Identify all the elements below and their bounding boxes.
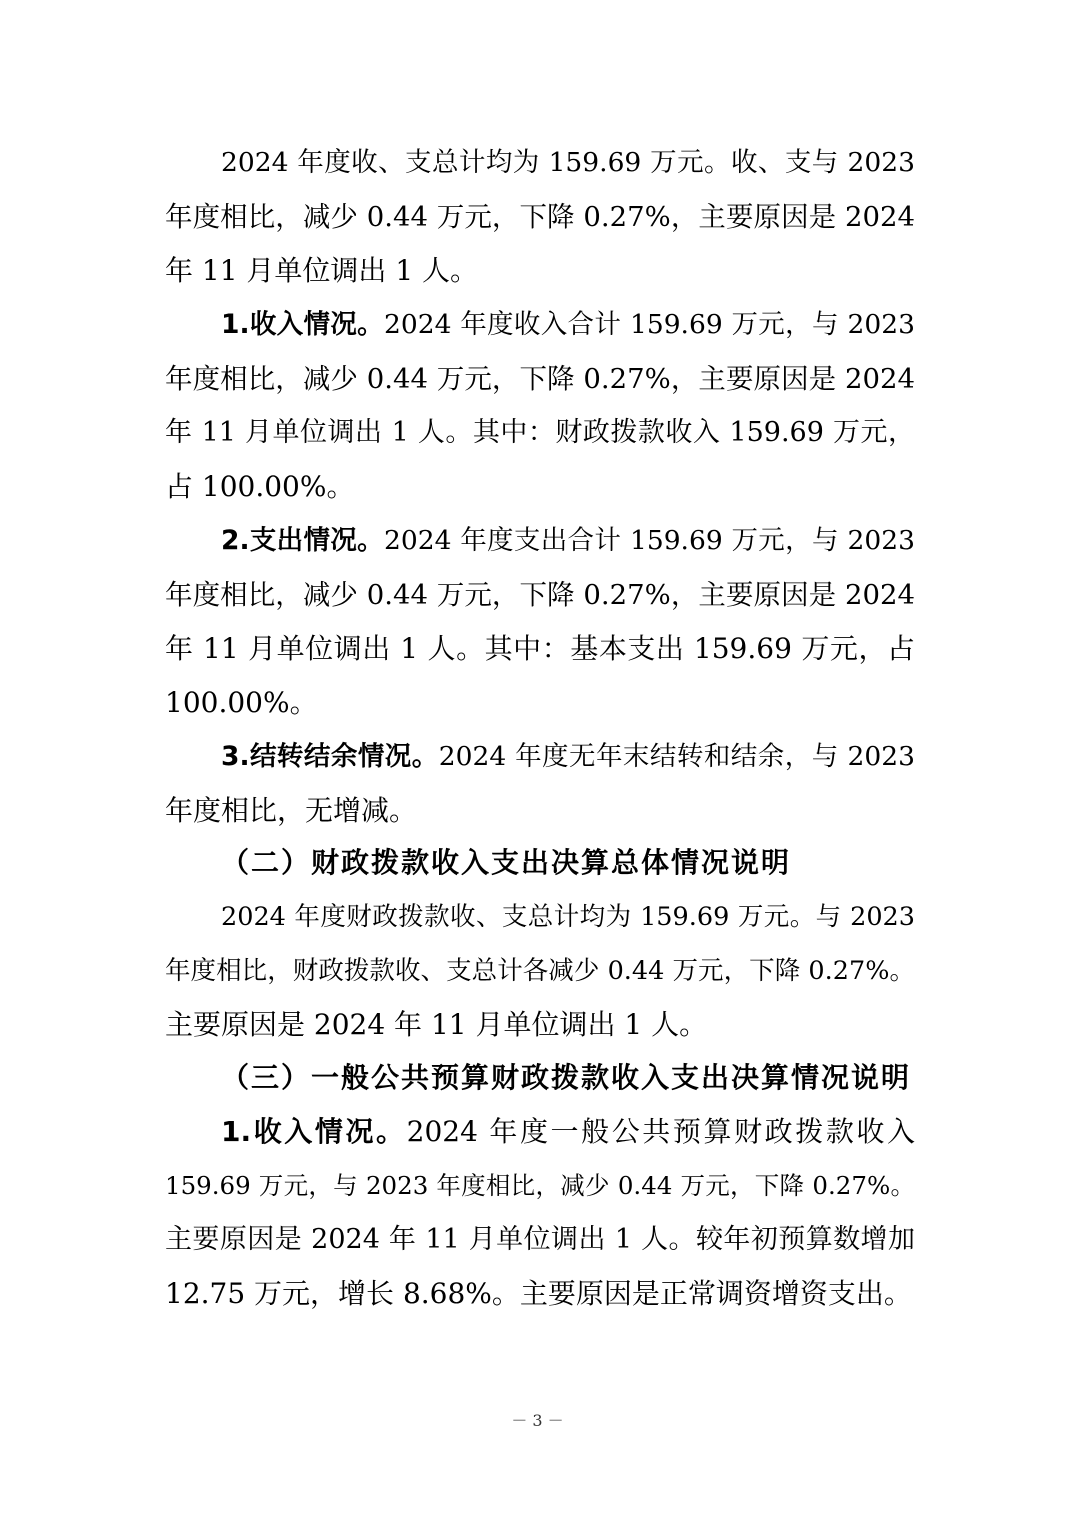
section-label: 3.结转结余情况。	[221, 741, 439, 772]
paragraph-line: 主要原因是 2024 年 11 月单位调出 1 人。较年初预算数增加	[165, 1224, 915, 1255]
paragraph-text: 2024 年度支出合计 159.69 万元，与 2023	[384, 525, 915, 556]
paragraph-line: 年度相比，财政拨款收、支总计各减少 0.44 万元，下降 0.27%。	[165, 956, 915, 986]
section-label: 2.支出情况。	[221, 525, 385, 556]
paragraph-line	[221, 1105, 915, 1159]
section-heading: （二）财政拨款收入支出决算总体情况说明	[221, 846, 792, 879]
paragraph-line: 2024 年度财政拨款收、支总计均为 159.69 万元。与 2023	[221, 902, 915, 932]
paragraph-line: 年度相比，减少 0.44 万元，下降 0.27%，主要原因是 2024	[165, 363, 915, 395]
paragraph-line	[221, 730, 915, 784]
paragraph-line: 2024 年度收、支总计均为 159.69 万元。收、支与 2023	[221, 147, 915, 178]
paragraph-line	[221, 514, 915, 568]
section-heading: （三）一般公共预算财政拨款收入支出决算情况说明	[221, 1061, 912, 1094]
page-number: － 3 －	[511, 1411, 564, 1430]
paragraph-text: 2024 年度一般公共预算财政拨款收入	[406, 1115, 915, 1148]
paragraph-line	[221, 298, 915, 352]
paragraph-line: 100.00%。	[165, 686, 318, 719]
paragraph-line: 年 11 月单位调出 1 人。	[165, 254, 479, 287]
paragraph-line: 年 11 月单位调出 1 人。其中：财政拨款收入 159.69 万元，	[165, 417, 915, 448]
paragraph-line: 主要原因是 2024 年 11 月单位调出 1 人。	[165, 1008, 708, 1041]
paragraph-line: 年度相比，无增减。	[165, 794, 418, 827]
paragraph-line: 年 11 月单位调出 1 人。其中：基本支出 159.69 万元，占	[165, 632, 915, 665]
paragraph-line: 年度相比，减少 0.44 万元，下降 0.27%，主要原因是 2024	[165, 201, 915, 233]
paragraph-text: 2024 年度无年末结转和结余，与 2023	[438, 741, 915, 772]
section-label: 1.收入情况。	[221, 309, 385, 340]
paragraph-line: 159.69 万元，与 2023 年度相比，减少 0.44 万元，下降 0.27%。	[165, 1171, 915, 1200]
paragraph-line: 12.75 万元，增长 8.68%。主要原因是正常调资增资支出。	[165, 1277, 912, 1310]
paragraph-line: 年度相比，减少 0.44 万元，下降 0.27%，主要原因是 2024	[165, 579, 915, 611]
section-label: 1.收入情况。	[221, 1115, 407, 1148]
paragraph-line: 占 100.00%。	[165, 470, 355, 503]
paragraph-text: 2024 年度收入合计 159.69 万元，与 2023	[384, 309, 915, 340]
